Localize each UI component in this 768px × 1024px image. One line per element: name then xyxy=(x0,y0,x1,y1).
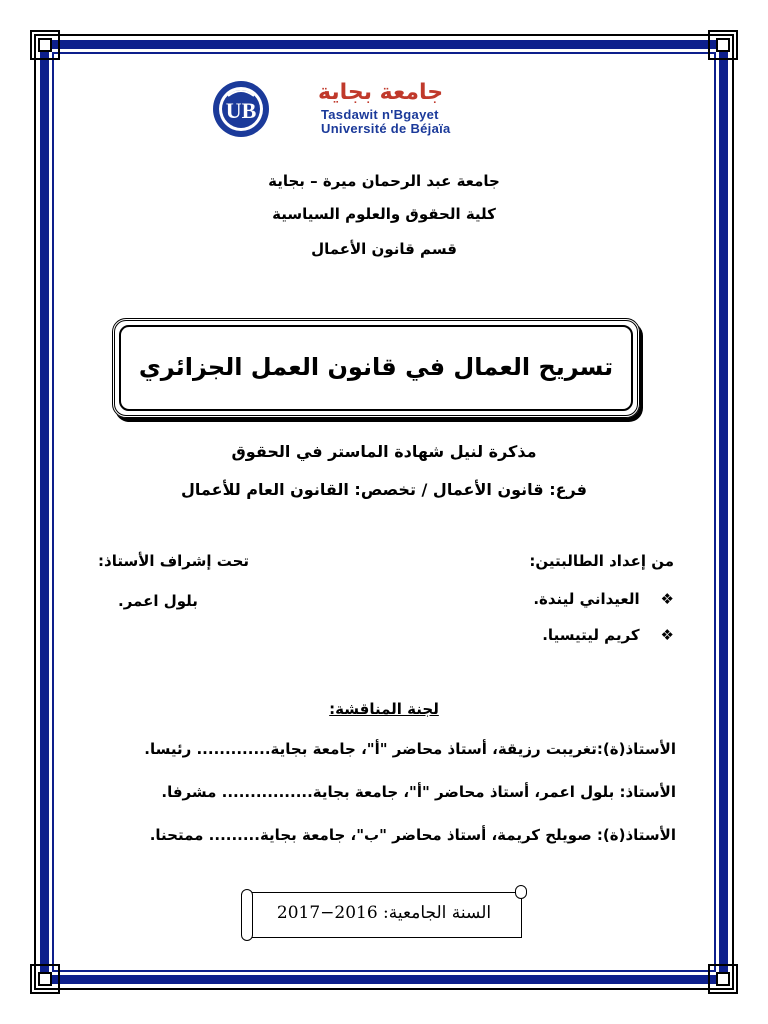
degree-line: مذكرة لنيل شهادة الماستر في الحقوق xyxy=(231,442,537,461)
frame-corner-bottom-right xyxy=(708,964,738,994)
supervisor-name: بلول اعمر. xyxy=(118,592,198,610)
logo-line-1: Tasdawit n'Bgayet xyxy=(321,107,439,122)
student-name-2: كريم ليتيسيا. xyxy=(542,626,640,644)
student-item xyxy=(533,590,674,608)
academic-year-scroll xyxy=(246,892,522,938)
supervisor-label: تحت إشراف الأستاذ: xyxy=(98,552,250,570)
faculty-name: كلية الحقوق والعلوم السياسية xyxy=(272,205,496,223)
department-name: قسم قانون الأعمال xyxy=(311,240,457,258)
logo-latin-text xyxy=(321,108,451,136)
committee-label: لجنة المناقشة: xyxy=(329,700,439,718)
title-box xyxy=(112,318,640,418)
frame-corner-top-right xyxy=(708,30,738,60)
frame-corner-top-left xyxy=(30,30,60,60)
committee-member-2: الأستاذ: بلول اعمر، أستاذ محاضر "أ"، جامعة بجاية................ مشرفا. xyxy=(161,783,676,801)
bullet-icon: ❖ xyxy=(660,626,674,644)
emblem-text: UB xyxy=(225,98,257,123)
students-label: من إعداد الطالبتين: xyxy=(529,552,674,570)
frame-corner-bottom-left xyxy=(30,964,60,994)
academic-year: السنة الجامعية: 2016−2017 xyxy=(276,903,492,923)
university-emblem-icon xyxy=(206,78,276,140)
thesis-title: تسريح العمال في قانون العمل الجزائري xyxy=(138,353,614,381)
logo-arabic-text: جامعة بجاية xyxy=(318,80,444,105)
student-name-1: العيداني ليندة. xyxy=(533,590,640,608)
branch-line: فرع: قانون الأعمال / تخصص: القانون العام للأعمال xyxy=(181,480,587,499)
logo-line-2: Université de Béjaïa xyxy=(321,121,451,136)
university-logo xyxy=(206,78,496,140)
bullet-icon: ❖ xyxy=(660,590,674,608)
student-item xyxy=(542,626,674,644)
committee-member-3: الأستاذ(ة): صويلح كريمة، أستاذ محاضر "ب"، جامعة بجاية......... ممتحنا. xyxy=(149,826,676,844)
university-name: جامعة عبد الرحمان ميرة – بجاية xyxy=(268,172,500,190)
committee-member-1: الأستاذ(ة):تغريبت رزيقة، أستاذ محاضر "أ"، جامعة بجاية............. رئيسا. xyxy=(144,740,676,758)
